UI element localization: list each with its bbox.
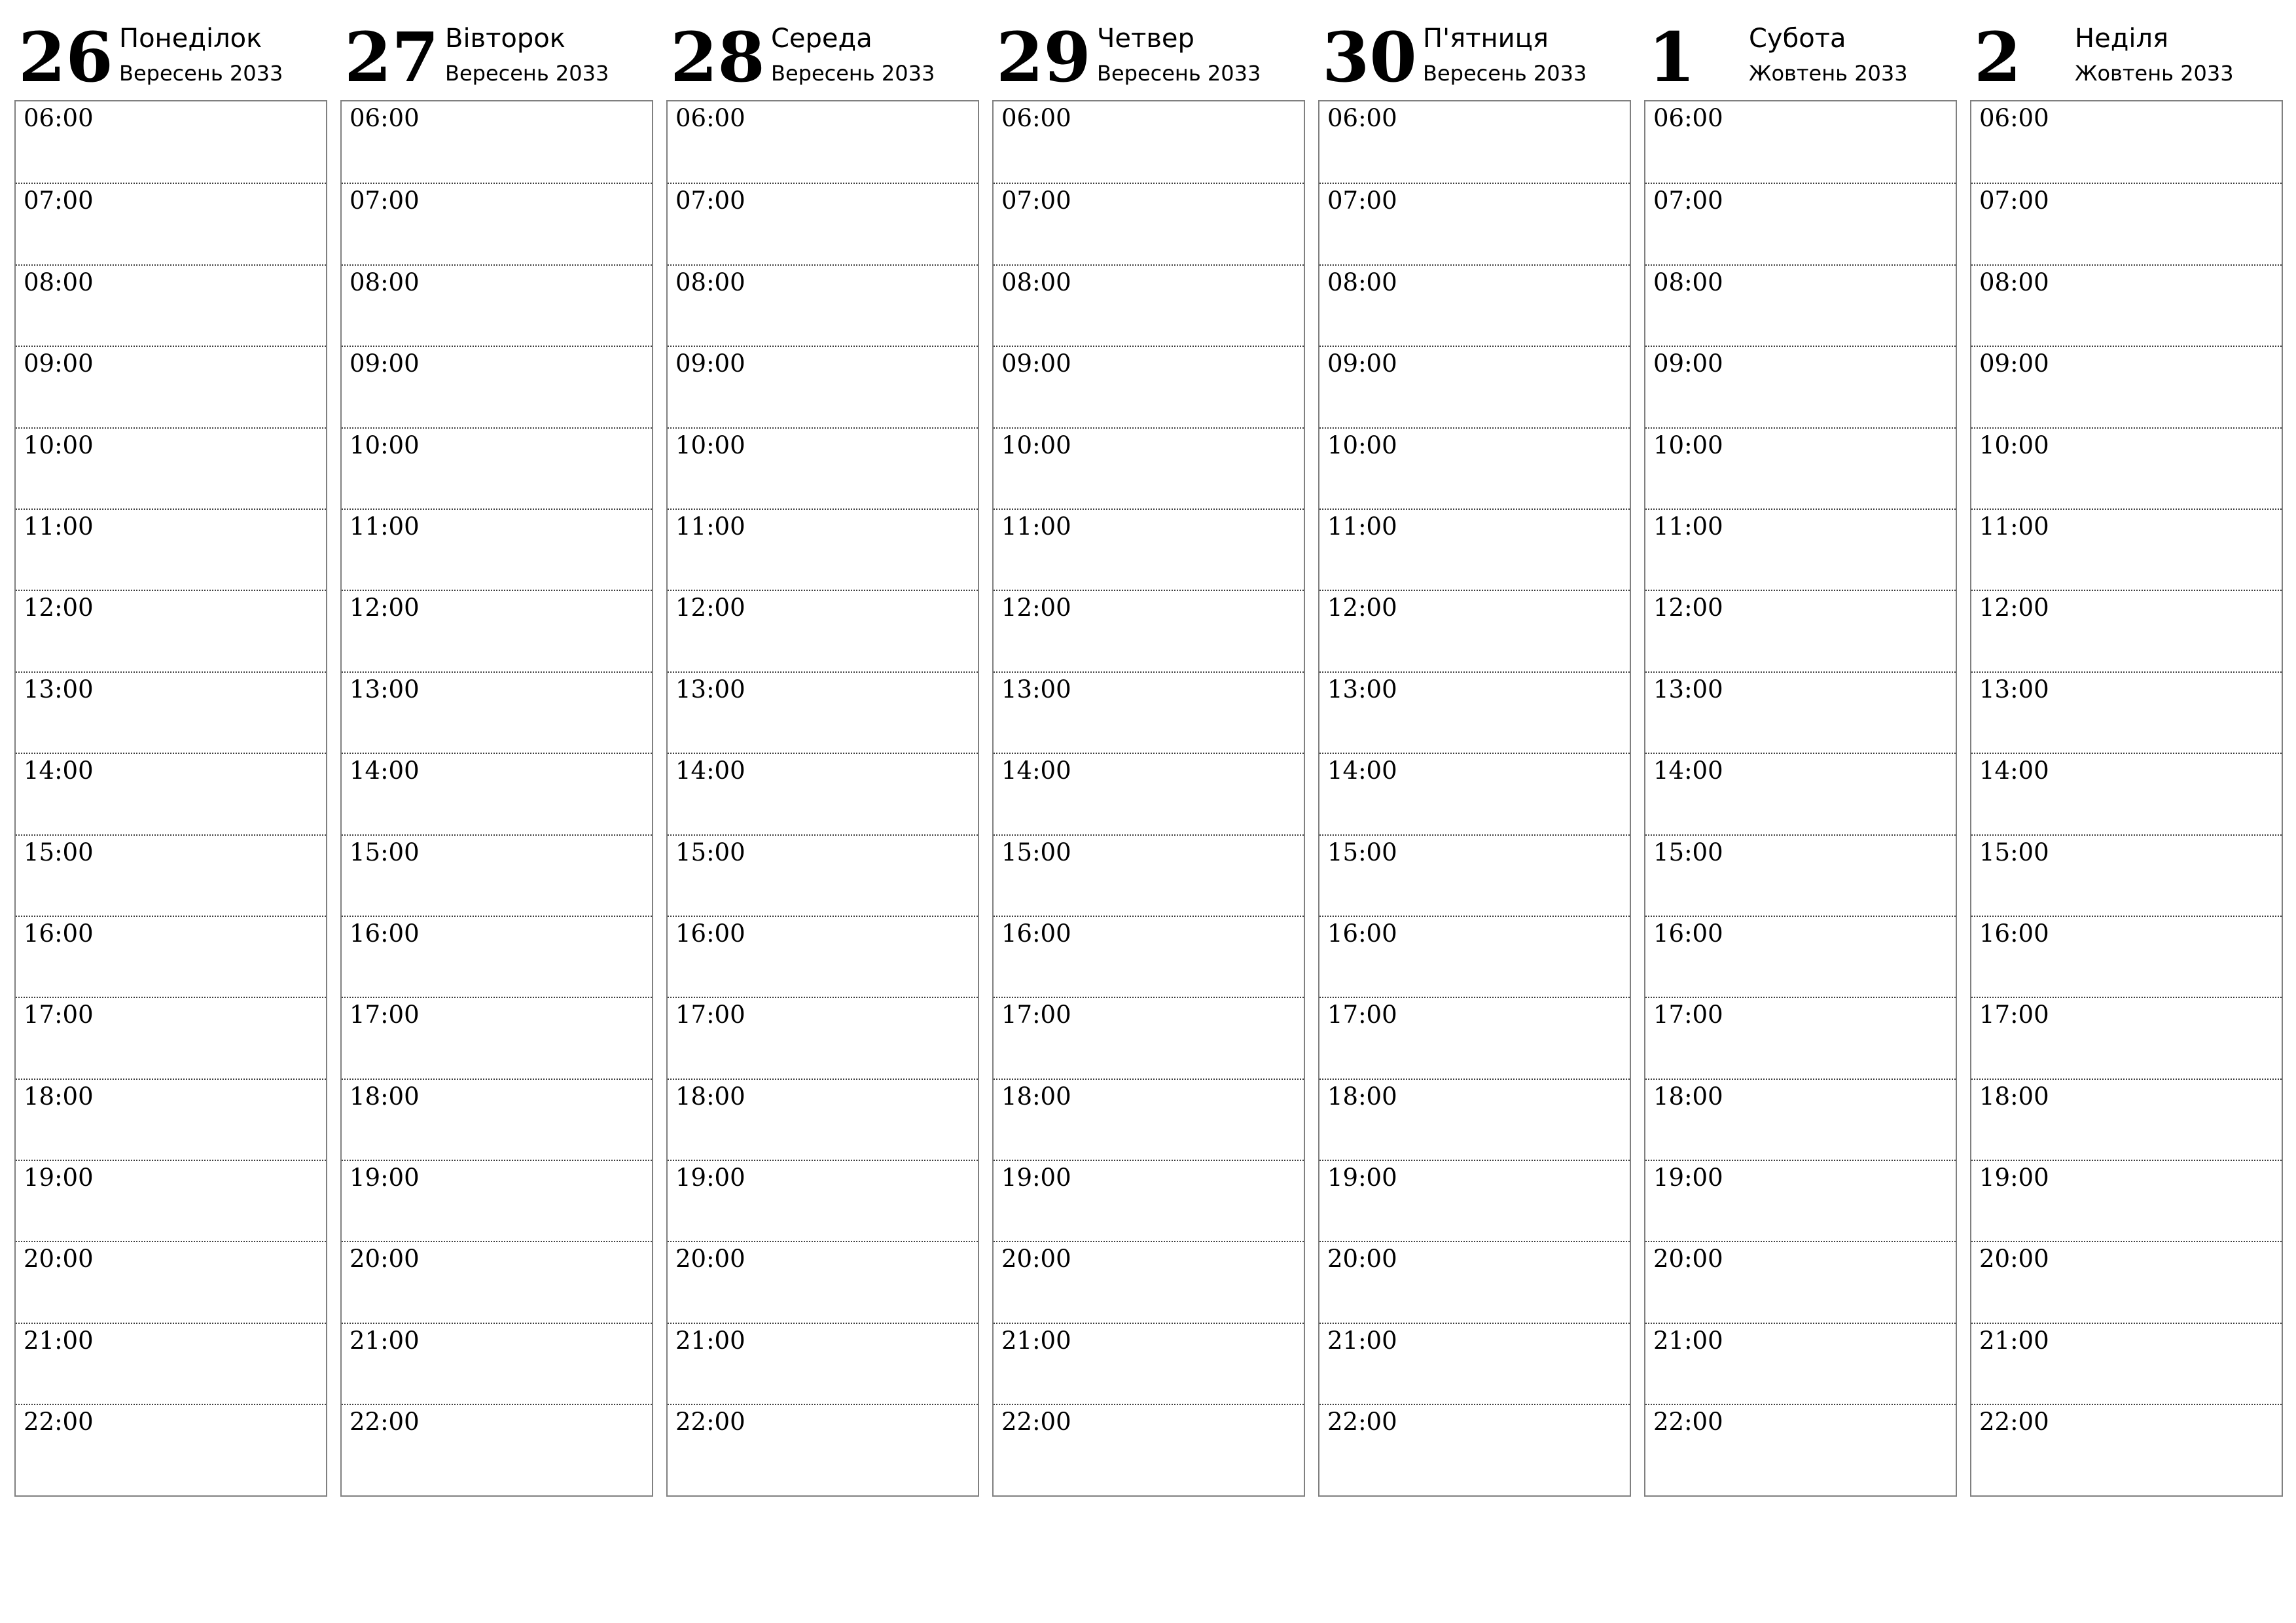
time-slot[interactable] [1645,427,1956,508]
time-label: 16:00 [350,919,420,948]
time-slot[interactable] [1971,916,2282,997]
time-slot[interactable] [1645,997,1956,1078]
time-slot[interactable] [342,1241,652,1322]
time-label: 20:00 [1979,1245,2049,1274]
time-slot[interactable] [668,753,978,834]
time-label: 07:00 [350,187,420,215]
time-slot[interactable] [1971,1241,2282,1322]
day-column [14,0,327,1499]
time-label: 14:00 [350,757,420,785]
day-column [1970,0,2283,1499]
time-label: 10:00 [1979,431,2049,459]
time-label: 13:00 [1001,675,1071,704]
time-slot[interactable] [668,1404,978,1485]
time-label: 21:00 [350,1326,420,1355]
time-slot[interactable] [994,346,1304,427]
time-slot[interactable] [1971,1323,2282,1404]
time-slot[interactable] [668,1160,978,1241]
time-slot[interactable] [16,264,326,346]
time-label: 14:00 [24,757,94,785]
time-slot[interactable] [1319,590,1630,671]
time-label: 12:00 [1979,594,2049,622]
time-label: 14:00 [1979,757,2049,785]
time-label: 22:00 [1001,1408,1071,1436]
time-slot[interactable] [1971,1079,2282,1160]
month-year: Жовтень 2033 [1749,61,1908,86]
time-slot[interactable] [668,1323,978,1404]
time-label: 15:00 [24,838,94,866]
time-label: 20:00 [1653,1245,1723,1274]
day-number: 26 [18,17,113,98]
time-slot[interactable] [994,753,1304,834]
day-header [992,0,1305,98]
time-slot[interactable] [1645,1160,1956,1241]
time-label: 06:00 [1001,104,1071,132]
time-label: 06:00 [1979,104,2049,132]
time-label: 08:00 [1001,268,1071,296]
time-label: 06:00 [350,104,420,132]
time-slot[interactable] [1971,508,2282,590]
day-column [1318,0,1631,1499]
time-label: 19:00 [1001,1164,1071,1192]
time-label: 16:00 [675,919,745,948]
time-label: 08:00 [350,268,420,296]
time-slot[interactable] [1645,183,1956,264]
time-slot[interactable] [668,264,978,346]
time-slot[interactable] [1319,264,1630,346]
time-slot[interactable] [668,1079,978,1160]
time-label: 21:00 [675,1326,745,1355]
day-number: 2 [1974,17,2022,98]
time-label: 17:00 [350,1001,420,1029]
time-label: 07:00 [675,187,745,215]
time-label: 15:00 [1653,838,1723,866]
time-slot[interactable] [994,508,1304,590]
time-slot[interactable] [1971,590,2282,671]
time-slot[interactable] [1645,1079,1956,1160]
time-slot[interactable] [342,346,652,427]
time-slot[interactable] [342,183,652,264]
time-slot[interactable] [1319,1241,1630,1322]
time-slot[interactable] [342,997,652,1078]
time-slot[interactable] [668,834,978,916]
time-slot[interactable] [1971,101,2282,183]
time-label: 17:00 [1979,1001,2049,1029]
time-label: 16:00 [1979,919,2049,948]
time-slot[interactable] [994,834,1304,916]
day-header [340,0,653,98]
time-slot[interactable] [342,916,652,997]
time-label: 11:00 [1327,512,1397,541]
time-slot[interactable] [16,346,326,427]
time-label: 16:00 [1653,919,1723,948]
time-slot[interactable] [1319,183,1630,264]
month-year: Вересень 2033 [119,61,283,86]
time-slot[interactable] [1971,834,2282,916]
time-slot[interactable] [668,916,978,997]
day-number: 1 [1648,17,1696,98]
time-label: 12:00 [1001,594,1071,622]
time-label: 18:00 [675,1082,745,1111]
time-label: 19:00 [1653,1164,1723,1192]
day-name: Субота [1749,24,1846,54]
time-label: 18:00 [1327,1082,1397,1111]
time-slot[interactable] [1645,508,1956,590]
time-label: 16:00 [1327,919,1397,948]
day-column [992,0,1305,1499]
time-label: 06:00 [24,104,94,132]
time-slot[interactable] [1319,346,1630,427]
time-label: 15:00 [675,838,745,866]
time-slot[interactable] [1645,346,1956,427]
time-slot[interactable] [1971,183,2282,264]
time-slot[interactable] [1971,671,2282,753]
time-slot[interactable] [668,346,978,427]
time-label: 13:00 [24,675,94,704]
time-slot[interactable] [994,997,1304,1078]
time-label: 17:00 [675,1001,745,1029]
time-label: 19:00 [350,1164,420,1192]
time-label: 10:00 [24,431,94,459]
time-label: 10:00 [1001,431,1071,459]
time-label: 09:00 [1979,349,2049,378]
time-slot[interactable] [668,671,978,753]
time-slot[interactable] [1319,753,1630,834]
time-slot[interactable] [1971,753,2282,834]
time-slot[interactable] [1645,590,1956,671]
time-slot[interactable] [994,671,1304,753]
time-slot[interactable] [342,101,652,183]
day-name: Вівторок [445,24,565,54]
time-slot[interactable] [1319,101,1630,183]
time-label: 21:00 [1979,1326,2049,1355]
time-label: 22:00 [675,1408,745,1436]
time-slot[interactable] [668,183,978,264]
time-label: 15:00 [350,838,420,866]
time-label: 07:00 [1653,187,1723,215]
time-slot[interactable] [994,1323,1304,1404]
time-slot[interactable] [342,834,652,916]
time-slot[interactable] [994,590,1304,671]
time-label: 08:00 [675,268,745,296]
time-slot[interactable] [1645,916,1956,997]
time-slot[interactable] [342,264,652,346]
time-label: 16:00 [1001,919,1071,948]
time-label: 20:00 [350,1245,420,1274]
time-slot[interactable] [1319,834,1630,916]
time-label: 17:00 [1653,1001,1723,1029]
time-slot[interactable] [342,753,652,834]
time-label: 08:00 [1979,268,2049,296]
time-slot[interactable] [16,1404,326,1485]
month-year: Вересень 2033 [771,61,935,86]
day-name: Четвер [1097,24,1194,54]
time-label: 14:00 [1327,757,1397,785]
time-label: 22:00 [1653,1408,1723,1436]
time-slot[interactable] [994,183,1304,264]
time-label: 15:00 [1979,838,2049,866]
schedule-box [1318,100,1631,1497]
day-column [340,0,653,1499]
time-label: 19:00 [1979,1164,2049,1192]
time-slot[interactable] [1319,1079,1630,1160]
time-slot[interactable] [1645,264,1956,346]
time-label: 14:00 [675,757,745,785]
time-slot[interactable] [668,1241,978,1322]
day-number: 29 [996,17,1091,98]
time-slot[interactable] [16,508,326,590]
day-column [1644,0,1957,1499]
time-slot[interactable] [1645,1404,1956,1485]
time-label: 13:00 [1327,675,1397,704]
time-slot[interactable] [1971,1404,2282,1485]
day-name: Неділя [2075,24,2169,54]
time-slot[interactable] [16,671,326,753]
time-slot[interactable] [1319,671,1630,753]
time-label: 18:00 [1001,1082,1071,1111]
time-slot[interactable] [342,1404,652,1485]
time-slot[interactable] [342,508,652,590]
time-slot[interactable] [1319,1160,1630,1241]
time-label: 09:00 [350,349,420,378]
time-label: 17:00 [1327,1001,1397,1029]
schedule-box [1970,100,2283,1497]
time-label: 20:00 [1327,1245,1397,1274]
time-label: 10:00 [350,431,420,459]
time-label: 19:00 [24,1164,94,1192]
time-slot[interactable] [1645,101,1956,183]
time-slot[interactable] [1645,671,1956,753]
schedule-box [666,100,979,1497]
time-label: 12:00 [350,594,420,622]
schedule-box [1644,100,1957,1497]
time-slot[interactable] [16,590,326,671]
time-label: 13:00 [675,675,745,704]
time-slot[interactable] [16,101,326,183]
time-slot[interactable] [1319,508,1630,590]
time-label: 18:00 [1653,1082,1723,1111]
time-label: 12:00 [1653,594,1723,622]
day-number: 27 [344,17,439,98]
time-label: 12:00 [24,594,94,622]
time-label: 09:00 [1001,349,1071,378]
time-label: 08:00 [1327,268,1397,296]
time-label: 09:00 [24,349,94,378]
time-slot[interactable] [1971,264,2282,346]
time-slot[interactable] [994,1404,1304,1485]
time-slot[interactable] [342,590,652,671]
time-slot[interactable] [1319,916,1630,997]
day-header [1970,0,2283,98]
time-slot[interactable] [342,671,652,753]
time-label: 21:00 [1653,1326,1723,1355]
time-slot[interactable] [1319,427,1630,508]
time-label: 07:00 [1001,187,1071,215]
day-header [1318,0,1631,98]
day-name: Понеділок [119,24,262,54]
time-label: 18:00 [1979,1082,2049,1111]
time-label: 21:00 [24,1326,94,1355]
time-label: 11:00 [675,512,745,541]
time-label: 11:00 [1001,512,1071,541]
time-label: 22:00 [1327,1408,1397,1436]
time-slot[interactable] [1971,997,2282,1078]
time-slot[interactable] [1971,427,2282,508]
time-label: 15:00 [1327,838,1397,866]
time-label: 10:00 [1653,431,1723,459]
time-label: 20:00 [1001,1245,1071,1274]
time-label: 07:00 [1327,187,1397,215]
time-label: 06:00 [1327,104,1397,132]
time-label: 13:00 [1653,675,1723,704]
time-label: 21:00 [1001,1326,1071,1355]
day-header [666,0,979,98]
time-slot[interactable] [16,427,326,508]
time-slot[interactable] [994,916,1304,997]
time-slot[interactable] [16,1160,326,1241]
month-year: Жовтень 2033 [2075,61,2234,86]
time-label: 07:00 [24,187,94,215]
time-slot[interactable] [16,183,326,264]
time-slot[interactable] [994,1079,1304,1160]
time-label: 11:00 [24,512,94,541]
time-slot[interactable] [994,1160,1304,1241]
time-slot[interactable] [1971,1160,2282,1241]
month-year: Вересень 2033 [445,61,609,86]
time-slot[interactable] [1971,346,2282,427]
time-slot[interactable] [16,1079,326,1160]
time-label: 17:00 [1001,1001,1071,1029]
day-header [14,0,327,98]
time-label: 08:00 [1653,268,1723,296]
time-slot[interactable] [1645,834,1956,916]
schedule-box [340,100,653,1497]
time-slot[interactable] [342,1323,652,1404]
time-label: 06:00 [1653,104,1723,132]
time-slot[interactable] [668,427,978,508]
time-label: 18:00 [24,1082,94,1111]
time-label: 22:00 [1979,1408,2049,1436]
time-label: 20:00 [675,1245,745,1274]
time-label: 17:00 [24,1001,94,1029]
time-label: 19:00 [1327,1164,1397,1192]
day-number: 28 [670,17,765,98]
time-slot[interactable] [1319,1323,1630,1404]
time-label: 11:00 [1653,512,1723,541]
time-label: 09:00 [1327,349,1397,378]
time-slot[interactable] [668,508,978,590]
time-label: 11:00 [1979,512,2049,541]
time-label: 10:00 [1327,431,1397,459]
day-column [666,0,979,1499]
time-slot[interactable] [994,427,1304,508]
time-slot[interactable] [1319,997,1630,1078]
time-slot[interactable] [16,1323,326,1404]
day-header [1644,0,1957,98]
time-slot[interactable] [16,753,326,834]
time-slot[interactable] [994,1241,1304,1322]
time-label: 07:00 [1979,187,2049,215]
time-label: 21:00 [1327,1326,1397,1355]
time-label: 15:00 [1001,838,1071,866]
time-slot[interactable] [342,1079,652,1160]
time-label: 14:00 [1001,757,1071,785]
time-label: 22:00 [350,1408,420,1436]
schedule-box [992,100,1305,1497]
time-slot[interactable] [342,1160,652,1241]
time-label: 09:00 [675,349,745,378]
time-slot[interactable] [668,997,978,1078]
time-slot[interactable] [994,264,1304,346]
time-label: 12:00 [1327,594,1397,622]
weekly-planner [14,0,2284,1505]
time-label: 11:00 [350,512,420,541]
time-label: 18:00 [350,1082,420,1111]
time-slot[interactable] [1645,1323,1956,1404]
time-label: 10:00 [675,431,745,459]
month-year: Вересень 2033 [1097,61,1261,86]
time-slot[interactable] [994,101,1304,183]
time-slot[interactable] [1319,1404,1630,1485]
time-label: 12:00 [675,594,745,622]
time-slot[interactable] [1645,1241,1956,1322]
time-label: 19:00 [675,1164,745,1192]
time-label: 13:00 [350,675,420,704]
time-label: 06:00 [675,104,745,132]
time-slot[interactable] [16,834,326,916]
time-slot[interactable] [16,997,326,1078]
time-slot[interactable] [16,1241,326,1322]
time-slot[interactable] [668,101,978,183]
time-label: 09:00 [1653,349,1723,378]
time-slot[interactable] [342,427,652,508]
time-label: 16:00 [24,919,94,948]
day-number: 30 [1322,17,1417,98]
time-label: 13:00 [1979,675,2049,704]
time-label: 14:00 [1653,757,1723,785]
schedule-box [14,100,327,1497]
time-label: 08:00 [24,268,94,296]
time-label: 22:00 [24,1408,94,1436]
time-slot[interactable] [1645,753,1956,834]
time-slot[interactable] [16,916,326,997]
time-label: 20:00 [24,1245,94,1274]
day-name: П'ятниця [1423,24,1549,54]
day-name: Середа [771,24,872,54]
month-year: Вересень 2033 [1423,61,1587,86]
time-slot[interactable] [668,590,978,671]
